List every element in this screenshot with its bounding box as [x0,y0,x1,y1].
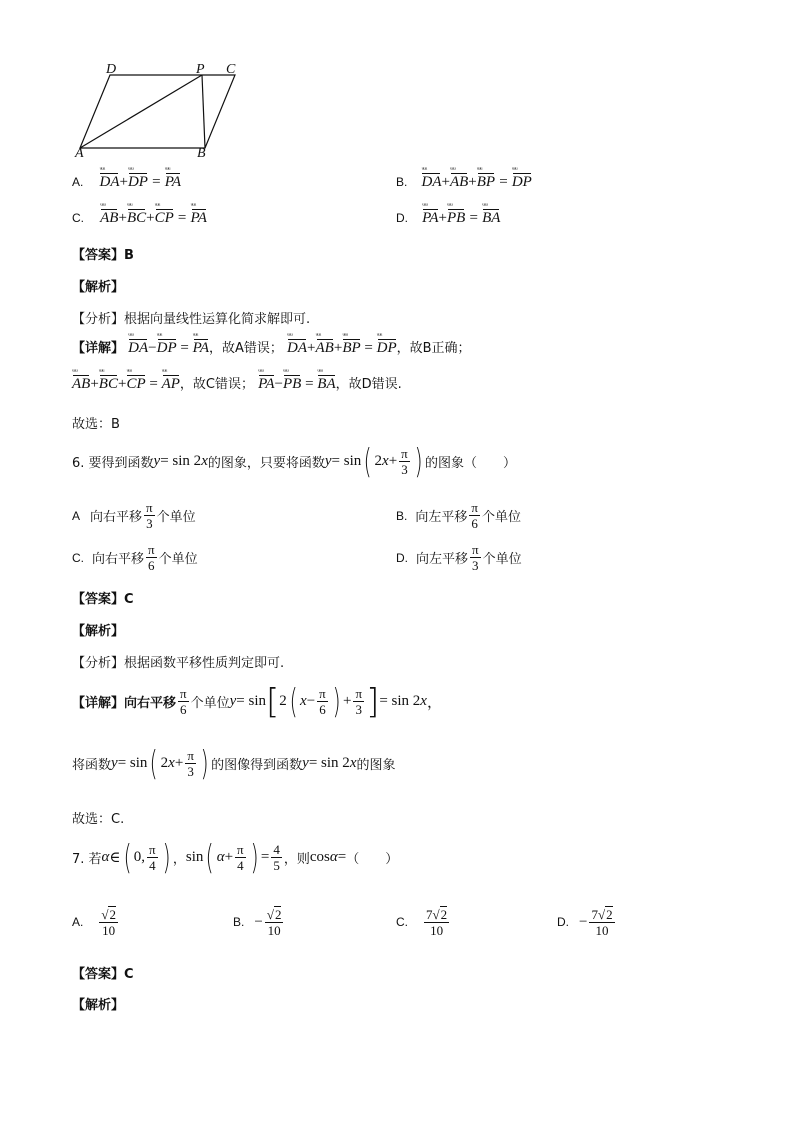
q5-analysis-title: 【解析】 [72,280,125,295]
q6-option-b: B. 向左平移 $\frac{\pi}{6}$ 个单位 [396,500,521,531]
q6-choice: 故选：C. [72,812,125,827]
q6-detail: 【详解】向右平移 $\frac{\pi}{6}$ 个单位 y = sin [ 2 ( x − $\frac{\pi}{6}$ ) + $\frac{\pi}{3}$ ] = sin 2 x ， [72,681,442,722]
q5-option-d: D. PA ᵤᵤᵤ+PB ᵤᵤᵤ = BA ᵤᵤᵤ [396,206,500,227]
q5-option-b: B. DA ᵤᵤᵤ+AB ᵤᵤᵤ+BP ᵤᵤᵤ = DP ᵤᵤᵤ [396,170,532,191]
label-p: P [196,62,205,77]
q7-option-d: D. − $\frac{7√2}{10}$ [557,907,613,938]
segment-ap [80,75,202,148]
q5-choice: 故选：B [72,417,120,432]
parallelogram-figure [70,60,250,165]
q6-stem: 6. 要得到函数 y = sin 2 x 的图象，只要将函数 y = sin ( 2 x + $\frac{\pi}{3}$ ) 的图象（ ） [72,441,517,482]
q5-detail-line2: AB ᵤᵤᵤ+BC ᵤᵤᵤ+CP ᵤᵤᵤ = AP ᵤᵤᵤ，故C错误； PA ᵤᵤᵤ−PB ᵤᵤᵤ = BA ᵤᵤᵤ，故D错误. [72,372,402,393]
q6-option-a: A 向右平移 $\frac{\pi}{3}$ 个单位 [72,500,196,531]
segment-pb [202,75,205,148]
q7-analysis-title: 【解析】 [72,998,125,1013]
q5-option-a: A. DA ᵤᵤᵤ+DP ᵤᵤᵤ = PA ᵤᵤᵤ [72,170,181,191]
q6-analysis-title: 【解析】 [72,624,125,639]
label-b: B [197,146,206,161]
q5-fenxi: 【分析】根据向量线性运算化简求解即可. [72,312,311,327]
q7-answer: 【答案】C [72,967,134,982]
parallelogram-outline [80,75,235,148]
q5-option-c: C. AB ᵤᵤᵤ+BC ᵤᵤᵤ+CP ᵤᵤᵤ = PA ᵤᵤᵤ [72,206,207,227]
label-d: D [106,62,117,77]
label-a: A [75,146,84,161]
q6-option-c: C. 向右平移 $\frac{\pi}{6}$ 个单位 [72,542,198,573]
q7-option-c: C. $\frac{7√2}{10}$ [396,907,448,938]
q6-fenxi: 【分析】根据函数平移性质判定即可. [72,656,285,671]
q6-option-d: D. 向左平移 $\frac{\pi}{3}$ 个单位 [396,542,522,573]
q7-option-b: B. − $\frac{√2}{10}$ [233,907,282,938]
q7-option-a: A. $\frac{√2}{10}$ [72,907,116,938]
q5-answer: 【答案】B [72,248,134,263]
q6-conclusion: 将函数 y = sin ( 2 x + $\frac{\pi}{3}$ ) 的图像得到函数 y = sin 2 x 的图象 [72,743,396,784]
q6-answer: 【答案】C [72,592,134,607]
q5-detail-line1: 【详解】 DA ᵤᵤᵤ−DP ᵤᵤᵤ = PA ᵤᵤᵤ，故A错误； DA ᵤᵤᵤ+AB ᵤᵤᵤ+BP ᵤᵤᵤ = DP ᵤᵤᵤ，故B正确； [72,336,471,357]
q7-stem: 7. 若 α ∈ ( 0, $\frac{\pi}{4}$ ) ， sin ( α + $\frac{\pi}{4}$ ) = $\frac{4}{5}$ ，则 cos α = （ ） [72,837,399,878]
label-c: C [226,62,236,77]
